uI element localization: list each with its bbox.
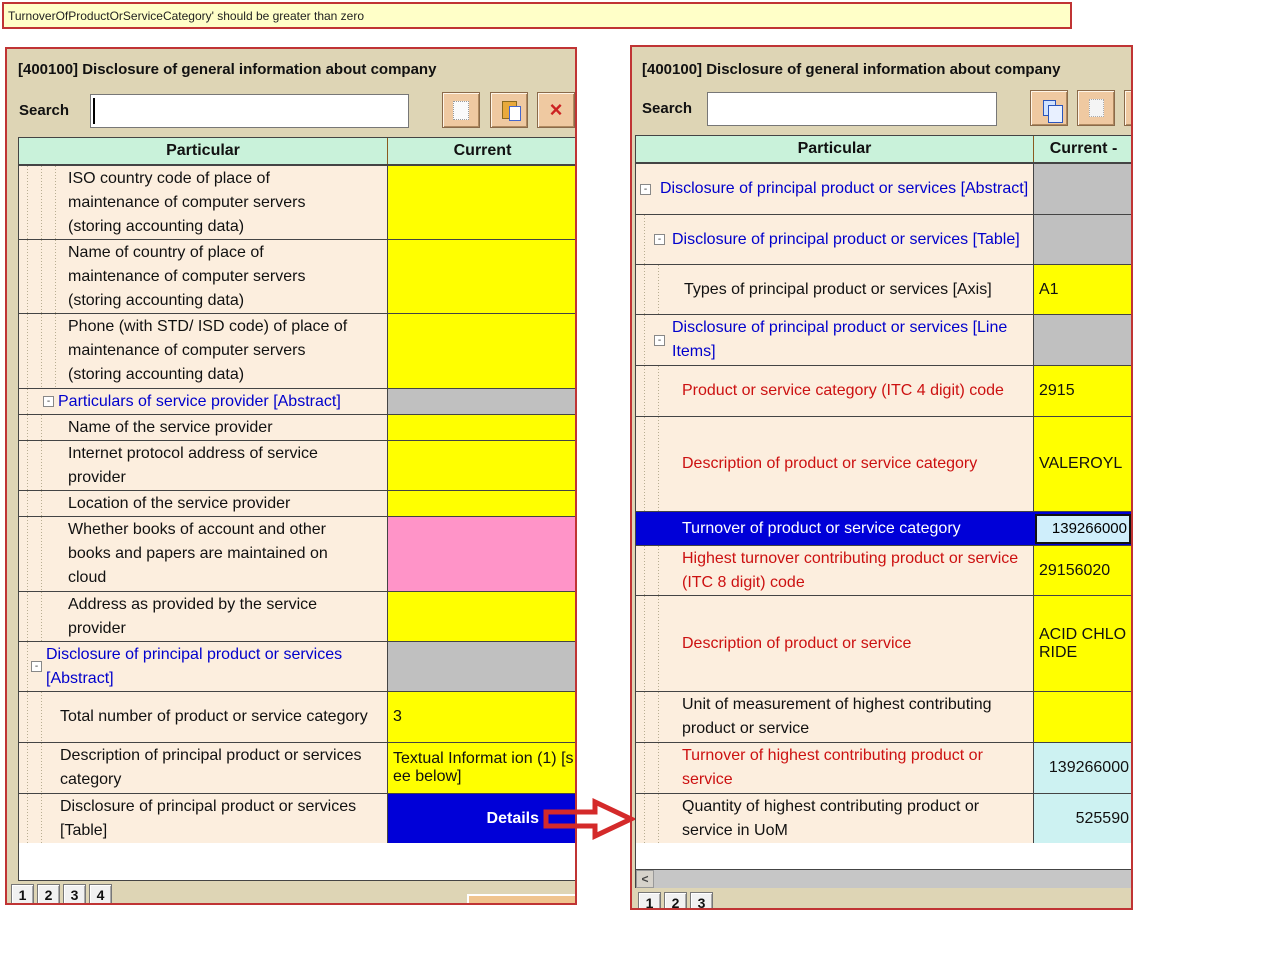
page-button-4[interactable]: 4: [89, 884, 112, 905]
table-row[interactable]: [19, 313, 577, 388]
row-value-cell[interactable]: 3: [387, 692, 577, 742]
row-label: Disclosure of principal product or services [Abstract]: [660, 180, 1029, 197]
scroll-left-button[interactable]: <: [636, 870, 654, 888]
search-input[interactable]: [90, 94, 409, 128]
page-button-3[interactable]: 3: [690, 892, 713, 910]
row-value-cell[interactable]: 139266000: [1033, 743, 1133, 793]
row-value-cell[interactable]: 29156020: [1033, 546, 1133, 595]
table-row[interactable]: [636, 365, 1133, 416]
row-label: Phone (with STD/ ISD code) of place of maintenance of computer servers (storing accounting data): [68, 318, 348, 383]
new-page-icon: [453, 101, 469, 120]
column-header-current: Current -: [1033, 136, 1133, 162]
row-label: Quantity of highest contributing product or service in UoM: [682, 798, 980, 839]
text-cursor: [93, 98, 95, 124]
collapse-icon[interactable]: -: [654, 234, 665, 245]
row-label: Whether books of account and other books and papers are maintained on cloud: [68, 521, 328, 586]
table-row[interactable]: [636, 214, 1133, 264]
row-label: ISO country code of place of maintenance of computer servers (storing accounting data): [68, 169, 306, 235]
left-disclosure-panel: [5, 47, 577, 905]
pagination: [638, 892, 713, 910]
row-label: Turnover of highest contributing product or service: [682, 747, 983, 788]
paste-icon: [502, 101, 517, 119]
table-row[interactable]: [636, 595, 1133, 691]
row-label: Unit of measurement of highest contributing product or service: [682, 696, 992, 737]
table-header: [636, 136, 1133, 163]
row-value-cell[interactable]: 525590: [1033, 794, 1133, 844]
validation-error-text: TurnoverOfProductOrServiceCategory' should be greater than zero: [8, 8, 365, 23]
paste-button[interactable]: [490, 92, 528, 128]
table-row[interactable]: [636, 793, 1133, 844]
new-record-button[interactable]: [442, 92, 480, 128]
row-value-cell[interactable]: [387, 166, 577, 239]
table-row[interactable]: [19, 165, 577, 239]
page-button-3[interactable]: 3: [63, 884, 86, 905]
row-value-cell[interactable]: ACID CHLORIDE: [1033, 596, 1133, 691]
copy-icon: [1043, 100, 1056, 116]
row-value-cell[interactable]: [387, 592, 577, 641]
horizontal-scrollbar[interactable]: [635, 870, 1133, 888]
row-label: Turnover of product or service category: [682, 519, 961, 537]
row-label: Types of principal product or services [Axis]: [684, 280, 992, 298]
table-empty-area: [18, 843, 577, 881]
search-input[interactable]: [707, 92, 997, 126]
table-row[interactable]: [636, 691, 1133, 742]
row-label: Highest turnover contributing product or service (ITC 8 digit) code: [682, 549, 1019, 591]
table-empty-area: [635, 843, 1133, 870]
table-row[interactable]: [19, 641, 577, 691]
table-row[interactable]: [19, 742, 577, 793]
page-button-1[interactable]: 1: [11, 884, 34, 905]
paste-button[interactable]: [1077, 90, 1115, 126]
row-value-cell: [1033, 215, 1133, 264]
row-value-cell[interactable]: [387, 314, 577, 388]
delete-x-icon: ×: [549, 97, 563, 122]
table-row[interactable]: [19, 591, 577, 641]
table-row[interactable]: [636, 742, 1133, 793]
row-label: Disclosure of principal product or services [Line Items]: [672, 319, 1008, 360]
right-disclosure-panel: [630, 45, 1133, 910]
column-header-current: Current: [387, 138, 577, 164]
row-value-cell: [1033, 315, 1133, 365]
table-row[interactable]: [19, 414, 577, 440]
row-label: Address as provided by the service provider: [68, 595, 318, 637]
row-label: Disclosure of principal product or services [Table]: [60, 798, 357, 839]
table-row[interactable]: [19, 388, 577, 414]
page-button-2[interactable]: 2: [37, 884, 60, 905]
page-button-2[interactable]: 2: [664, 892, 687, 910]
copy-button[interactable]: [1030, 90, 1068, 126]
column-header-particular: Particular: [797, 140, 872, 157]
row-value-cell[interactable]: [387, 415, 577, 440]
row-value-cell: [387, 642, 577, 691]
table-row[interactable]: [19, 440, 577, 490]
row-label: Internet protocol address of service provider: [68, 444, 318, 486]
row-value-cell[interactable]: [387, 240, 577, 313]
row-label: Disclosure of principal product or services [Abstract]: [46, 645, 343, 687]
partial-overlay-corner: [467, 894, 577, 905]
collapse-icon[interactable]: -: [31, 661, 42, 672]
row-label: Description of product or service: [682, 634, 912, 652]
row-label: Description of principal product or services category: [60, 747, 362, 788]
row-value-cell[interactable]: [1033, 692, 1133, 742]
table-header: [19, 138, 577, 165]
row-value-cell: [387, 389, 577, 414]
page-title: [400100] Disclosure of general information about company: [642, 61, 1061, 78]
page-button-1[interactable]: 1: [638, 892, 661, 910]
page-title: [400100] Disclosure of general information about company: [18, 61, 437, 78]
table-row[interactable]: [19, 793, 577, 844]
table-row[interactable]: [636, 163, 1133, 214]
table-row[interactable]: [636, 264, 1133, 314]
disclosure-table: [635, 135, 1133, 845]
table-row[interactable]: [19, 516, 577, 591]
row-value-cell[interactable]: 2915: [1033, 366, 1133, 416]
row-label: Location of the service provider: [68, 494, 291, 512]
row-value-cell[interactable]: VALEROYL: [1033, 417, 1133, 511]
collapse-icon[interactable]: -: [43, 396, 54, 407]
row-label: Product or service category (ITC 4 digit) code: [682, 382, 1004, 399]
row-label: Particulars of service provider [Abstract]: [58, 392, 341, 410]
collapse-icon[interactable]: -: [640, 184, 651, 195]
validation-error-bar: [2, 2, 1072, 29]
table-row[interactable]: [19, 691, 577, 742]
row-label: Total number of product or service category: [60, 708, 368, 725]
row-value-cell[interactable]: [387, 441, 577, 490]
row-value-cell[interactable]: Textual Informat ion (1) [see below]: [387, 743, 577, 793]
table-row[interactable]: [636, 416, 1133, 511]
details-button[interactable]: Details: [387, 794, 577, 844]
table-row[interactable]: [19, 239, 577, 313]
search-label: Search: [19, 102, 70, 119]
table-row-selected[interactable]: [636, 511, 1133, 545]
clipped-button[interactable]: [1124, 90, 1133, 126]
details-jump-arrow-icon: [543, 798, 635, 840]
row-value-cell[interactable]: [387, 517, 577, 591]
page-icon: [1089, 99, 1104, 117]
disclosure-table: [18, 137, 577, 845]
table-row[interactable]: [19, 490, 577, 516]
row-value-cell: [1033, 164, 1133, 214]
row-label: Name of the service provider: [68, 418, 273, 436]
row-value-cell[interactable]: [387, 491, 577, 516]
row-value-cell[interactable]: [1033, 512, 1133, 545]
row-label: Name of country of place of maintenance of computer servers (storing accounting data): [68, 243, 306, 309]
pagination: [11, 884, 112, 905]
collapse-icon[interactable]: -: [654, 335, 665, 346]
search-label: Search: [642, 100, 693, 117]
table-row[interactable]: [636, 545, 1133, 595]
row-label: Disclosure of principal product or services [Table]: [672, 230, 1020, 248]
row-label: Description of product or service category: [682, 455, 978, 472]
delete-button[interactable]: [537, 92, 575, 128]
table-row[interactable]: [636, 314, 1133, 365]
column-header-particular: Particular: [166, 142, 240, 159]
row-value-cell[interactable]: A1: [1033, 265, 1133, 314]
selected-value-input[interactable]: 139266000: [1035, 514, 1131, 544]
